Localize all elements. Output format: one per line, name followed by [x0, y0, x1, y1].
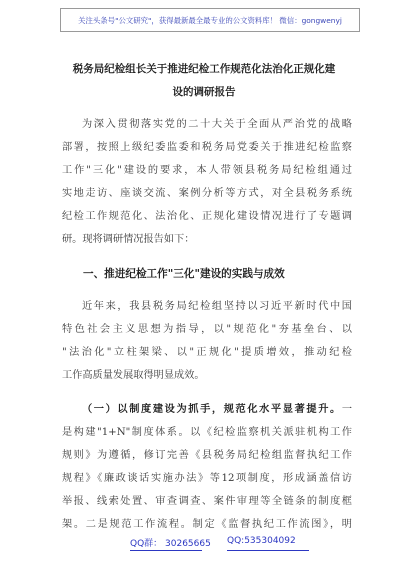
footer-qq-number: QQ:535304092 — [227, 536, 296, 546]
intro-line-3: 工作"三化"建设的要求，本人带领县税务局纪检组通过 — [62, 165, 352, 176]
para2-line-2: 特色社会主义思想为指导，以"规范化"夯基垒台、以 — [62, 324, 352, 335]
subsection-continuation: 一 — [341, 404, 352, 415]
subsection-line-1 — [62, 403, 352, 417]
intro-line-1: 为深入贯彻落实党的二十大关于全面从严治党的战略 — [82, 119, 352, 130]
intro-line-6: 研。现将调研情况报告如下： — [62, 234, 195, 245]
para3-line-5: 架。二是规范工作流程。制定《监督执纪工作流图》，明 — [62, 519, 352, 530]
para2-line-3: "法治化"立柱架梁、以"正规化"提质增效，推动纪检 — [62, 347, 352, 358]
intro-line-5: 纪检工作规范化、法治化、正规化建设情况进行了专题调 — [62, 211, 352, 222]
para3-line-3: 规程》《廉政谈话实施办法》等12项制度，形成涵盖信访 — [62, 473, 352, 484]
para2-line-4: 工作高质量发展取得明显成效。 — [62, 370, 205, 381]
intro-line-2: 部署，按照上级纪委监委和税务局党委关于推进纪检监察 — [62, 142, 352, 153]
section-heading-1: 一、推进纪检工作"三化"建设的实践与成效 — [83, 268, 285, 280]
promo-banner-text: 关注头条号"公文研究"，获得最新最全最专业的公文资料库！ 微信：gongwenyj — [78, 15, 342, 25]
promo-banner — [60, 8, 360, 32]
para3-line-1: 是构建"1+N"制度体系。以《纪检监察机关派驻机构工作 — [62, 427, 352, 438]
footer-underline-2 — [227, 550, 309, 551]
intro-line-4: 实地走访、座谈交流、案例分析等方式，对全县税务系统 — [62, 188, 352, 199]
para3-line-4: 举报、线索处置、审查调查、案件审理等全链条的制度框 — [62, 496, 352, 507]
para3-line-2: 规则》为遵循，修订完善《县税务局纪检组监督执纪工作 — [62, 450, 352, 461]
footer-qq-group: QQ群： 30265665 — [130, 539, 211, 549]
subsection-heading-1: （一）以制度建设为抓手，规范化水平显著提升。 — [82, 404, 342, 415]
footer-underline-1 — [130, 550, 202, 551]
document-title-line-1: 税务局纪检组长关于推进纪检工作规范化法治化正规化建 — [72, 63, 336, 75]
document-title-line-2: 设的调研报告 — [172, 86, 236, 98]
para2-line-1: 近年来，我县税务局纪检组坚持以习近平新时代中国 — [82, 301, 352, 312]
